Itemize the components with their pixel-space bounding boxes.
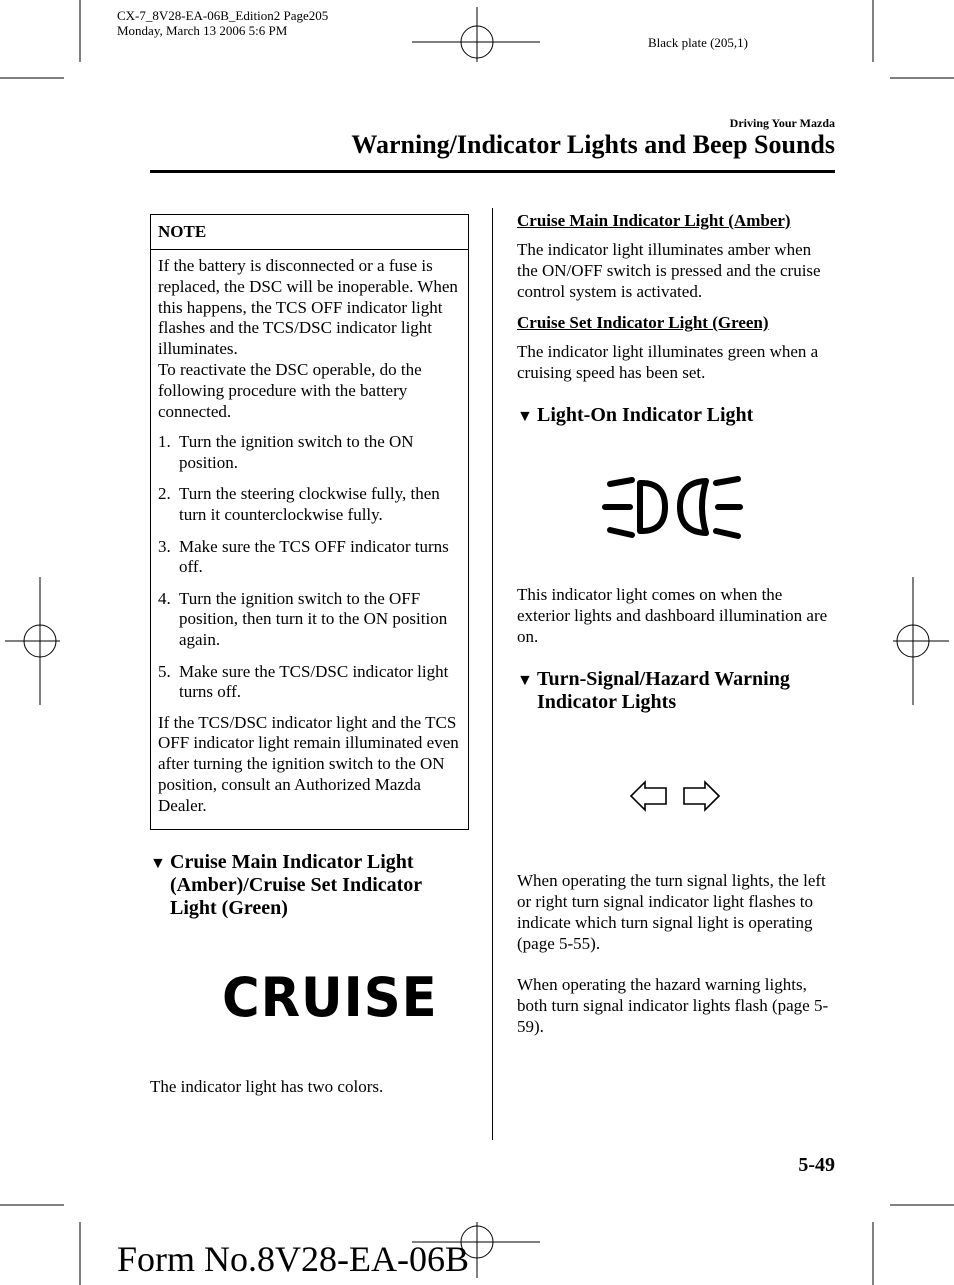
step-text: Turn the steering clockwise fully, then turn it counterclockwise fully. — [179, 484, 440, 525]
step-number: 4. — [158, 588, 171, 608]
step-text: Turn the ignition switch to the ON position. — [179, 432, 414, 473]
cruise-caption: The indicator light has two colors. — [150, 1077, 384, 1096]
step-number: 5. — [158, 661, 171, 681]
step-number: 3. — [158, 536, 171, 556]
procedure-step — [158, 484, 461, 526]
lighton-heading-text: Light-On Indicator Light — [537, 404, 754, 426]
note-box — [150, 214, 469, 830]
note-closing: If the TCS/DSC indicator light and the TCS OFF indicator light remain illuminated even after turning the ignition switch to the ON position, consult an Authorized Mazda Dealer. — [158, 712, 459, 815]
amber-description: The indicator light illuminates amber when the ON/OFF switch is pressed and the cruise control system is activated. — [517, 240, 821, 301]
procedure-step — [158, 589, 461, 651]
lighton-description: This indicator light comes on when the exterior lights and dashboard illumination are on. — [517, 585, 828, 646]
file-info — [117, 8, 328, 38]
green-description: The indicator light illuminates green when a cruising speed has been set. — [517, 342, 819, 382]
cruise-indicator-icon: CRUISE — [222, 966, 438, 1029]
turn-signal-section-heading — [517, 668, 835, 714]
note-body — [151, 250, 468, 817]
note-heading: NOTE — [151, 215, 468, 250]
cruise-heading-text: Cruise Main Indicator Light (Amber)/Cruise Set Indicator Light (Green) — [170, 851, 422, 919]
light-on-indicator-icon — [600, 474, 748, 542]
note-intro: If the battery is disconnected or a fuse is replaced, the DSC will be inoperable. When this happens, the TCS OFF indicator light flashes and the TCS/DSC indicator light illuminates. — [158, 256, 458, 359]
hazard-description: When operating the hazard warning lights, both turn signal indicator lights flash (page 5-59). — [517, 975, 829, 1036]
procedure-step — [158, 662, 461, 704]
green-subheading: Cruise Set Indicator Light (Green) — [517, 313, 769, 332]
turn-signal-arrows-icon — [628, 778, 722, 814]
note-reactivate: To reactivate the DSC operable, do the following procedure with the battery connected. — [158, 359, 422, 421]
turn-signal-description: When operating the turn signal lights, the left or right turn signal indicator light flashes to indicate which turn signal light is operating (page 5-55). — [517, 871, 826, 953]
procedure-steps — [158, 432, 461, 703]
triangle-marker-icon: ▼ — [517, 408, 533, 425]
step-text: Make sure the TCS OFF indicator turns off. — [179, 536, 449, 577]
column-divider — [492, 208, 493, 1140]
step-number: 2. — [158, 484, 171, 504]
file-name-line: CX-7_8V28-EA-06B_Edition2 Page205 — [117, 8, 329, 23]
page-title: Warning/Indicator Lights and Beep Sounds — [351, 130, 835, 159]
amber-subheading: Cruise Main Indicator Light (Amber) — [517, 211, 791, 230]
form-number: Form No.8V28-EA-06B — [117, 1239, 469, 1279]
cruise-section-heading — [150, 851, 450, 920]
title-rule — [150, 170, 835, 173]
section-label: Driving Your Mazda — [729, 116, 835, 130]
procedure-step — [158, 537, 461, 579]
step-text: Make sure the TCS/DSC indicator light turns off. — [179, 661, 449, 702]
lighton-section-heading — [517, 404, 835, 428]
file-date-line: Monday, March 13 2006 5:6 PM — [117, 23, 288, 38]
turn-signal-heading-text: Turn-Signal/Hazard Warning Indicator Lights — [537, 668, 790, 713]
step-number: 1. — [158, 432, 171, 452]
triangle-marker-icon: ▼ — [150, 855, 166, 872]
step-text: Turn the ignition switch to the OFF position, then turn it to the ON position again. — [179, 588, 448, 650]
plate-label: Black plate (205,1) — [648, 35, 748, 50]
triangle-marker-icon: ▼ — [517, 672, 533, 689]
procedure-step — [158, 432, 461, 474]
page-number: 5-49 — [798, 1154, 835, 1176]
